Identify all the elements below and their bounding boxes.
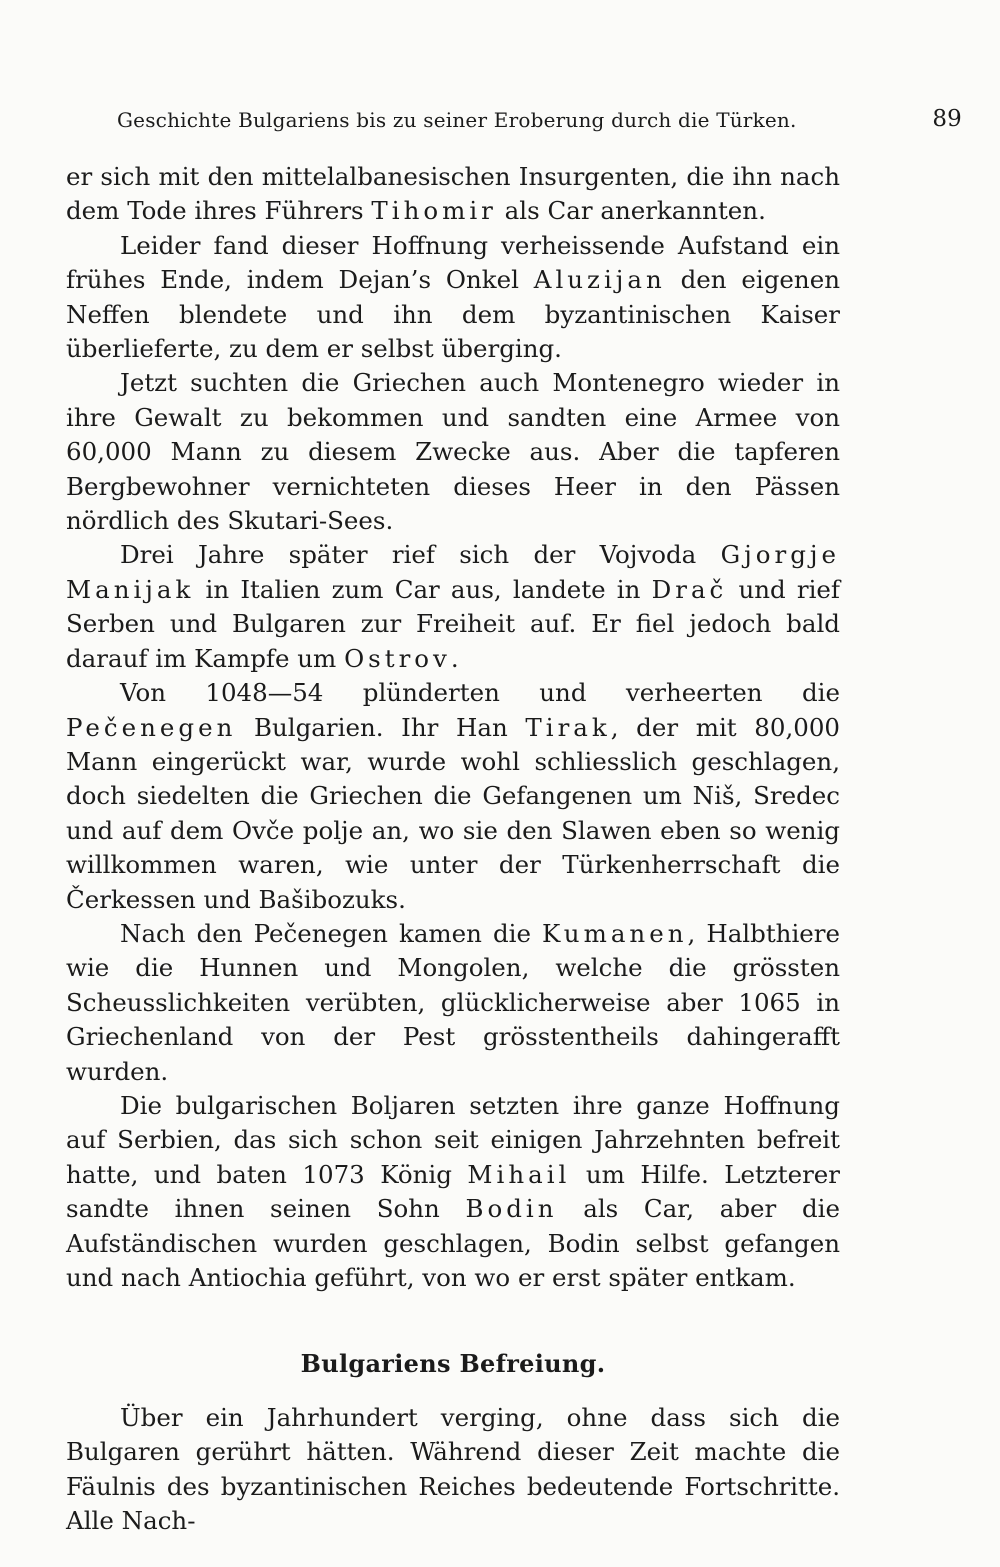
paragraph-3: Jetzt suchten die Griechen auch Montenegro wieder in ihre Gewalt zu bekommen und sandten eine Armee von 60,000 Mann zu diesem Zwecke aus. Aber die tapferen Bergbewohner vernichteten dieses Heer in den Pässen nördlich des Skutari-Sees. (66, 368, 840, 536)
text-run: Die bulgarischen Boljaren setzten ihre ganze Hoffnung auf Serbien, das sich schon seit einigen Jahrzehnten befreit hatte, und baten 1073 König (66, 1090, 840, 1189)
section-paragraph-1: Über ein Jahrhundert verging, ohne dass sich die Bulgaren gerührt hätten. Während dieser Zeit machte die Fäulnis des byzantinischen Reiches bedeutende Fortschritte. Alle Nach- (66, 1402, 840, 1536)
text-run: , Halbthiere wie die Hunnen und Mongolen, welche die grössten Scheusslichkeiten verübten, glücklicherweise aber 1065 in Griechenland von der Pest grösstentheils dahingerafft wurden. (66, 918, 840, 1086)
spaced-name: Tihomir (371, 196, 497, 226)
spaced-name: Kumanen (542, 918, 688, 948)
text-run: , der mit 80,000 Mann eingerückt war, wurde wohl schliesslich geschlagen, doch siedelten die Griechen die Gefangenen um Niš, Sredec und auf dem Ovče polje an, wo sie den Slawen eben so wenig willkommen waren, wie unter der Türkenherrschaft die Čerkessen und Bašibozuks. (66, 712, 841, 914)
spaced-name: Mihail (467, 1159, 571, 1189)
spaced-name: Ostrov (344, 643, 451, 673)
running-header (117, 106, 962, 132)
running-title: Geschichte Bulgariens bis zu seiner Eroberung durch die Türken. (117, 108, 797, 132)
text-run: Leider fand dieser Hoffnung verheissende Aufstand ein frühes Ende, indem Dejan’s Onkel (66, 230, 840, 295)
text-run: er sich mit den mittelalbanesischen Insurgenten, die ihn nach dem Tode ihres Führers (66, 162, 840, 226)
spaced-name: Gjorgje Manijak (66, 540, 840, 604)
spaced-name: Pečenegen (66, 712, 237, 742)
section-heading: Bulgariens Befreiung. (300, 1349, 606, 1379)
paragraph-5 (66, 676, 840, 917)
spaced-name: Drač (651, 574, 728, 604)
text-run: Von 1048—54 plünderten und verheerten die (120, 678, 840, 708)
text-run: Bulgarien. Ihr Han (236, 712, 526, 742)
text-run: den eigenen Neffen blendete und ihn dem byzantinischen Kaiser überlieferte, zu dem er selbst überging. (66, 265, 840, 364)
paragraph-7 (66, 1089, 840, 1295)
paragraph-6 (66, 917, 840, 1089)
paragraph-4 (66, 538, 840, 676)
body-text (66, 160, 840, 1538)
text-run: in Italien zum Car aus, landete in (194, 574, 652, 604)
spaced-name: Aluzijan (533, 265, 666, 295)
text-run: und rief Serben und Bulgaren zur Freiheit auf. Er fiel jedoch bald darauf im Kampfe um (66, 574, 840, 673)
paragraph-1 (66, 160, 840, 229)
paragraph-2 (66, 229, 840, 367)
text-run: Drei Jahre später rief sich der Vojvoda (120, 540, 721, 570)
spaced-name: Tirak (525, 712, 611, 742)
text-run: Nach den Pečenegen kamen die (120, 918, 543, 948)
text-run: . (450, 643, 459, 673)
text-run: um Hilfe. Letzterer sandte ihnen seinen Sohn (66, 1159, 840, 1224)
spaced-name: Bodin (465, 1194, 558, 1224)
page-number: 89 (932, 106, 962, 132)
text-run: als Car anerkannten. (496, 196, 766, 226)
text-run: als Car, aber die Aufständischen wurden geschlagen, Bodin selbst gefangen und nach Antiochia geführt, von wo er erst später entkam. (66, 1194, 840, 1292)
